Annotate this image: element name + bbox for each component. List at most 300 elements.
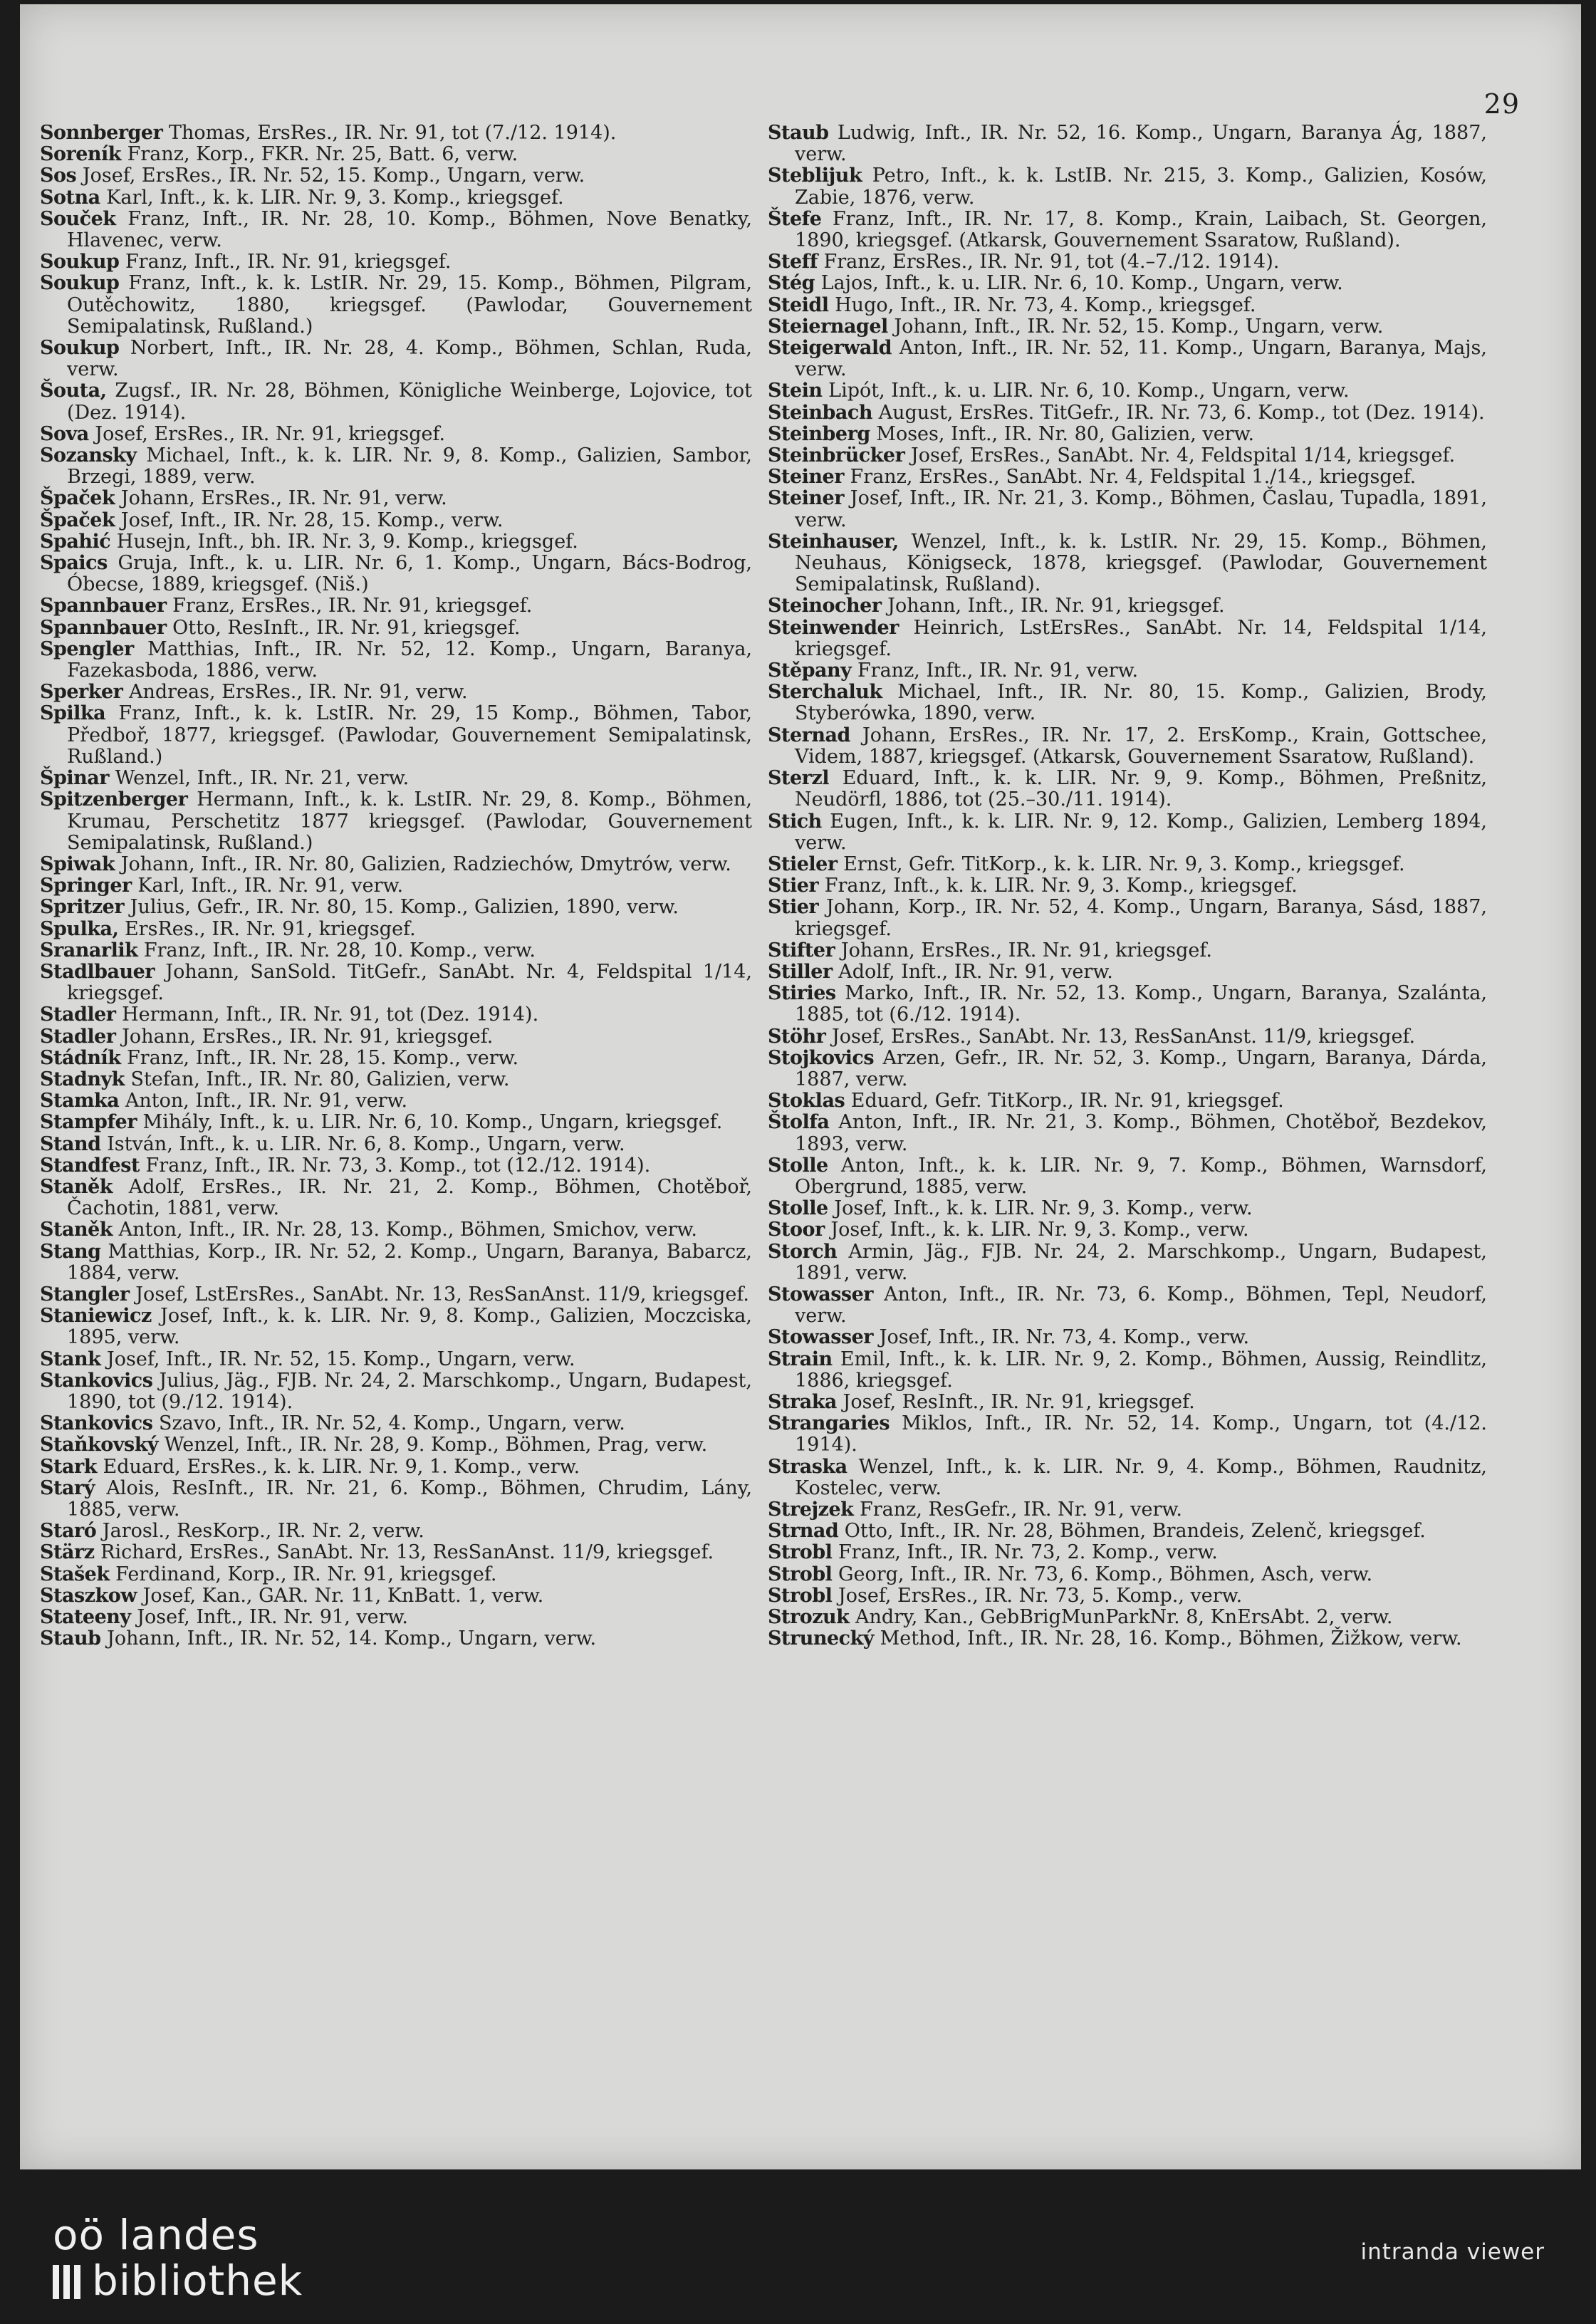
directory-entry	[768, 1284, 1487, 1327]
entry-details: Lajos, Inft., k. u. LIR. Nr. 6, 10. Komp., Ungarn, verw.	[820, 272, 1343, 295]
entry-surname: Steinberg	[768, 422, 870, 445]
directory-entry	[40, 144, 752, 165]
entry-surname: Štefe	[768, 207, 822, 230]
entry-details: Johann, ErsRes., IR. Nr. 91, verw.	[120, 487, 447, 510]
entry-surname: Stowasser	[768, 1326, 874, 1349]
directory-entry	[40, 424, 752, 445]
directory-entry	[768, 1542, 1487, 1563]
directory-entry	[40, 1177, 752, 1219]
directory-entry	[768, 725, 1487, 768]
entry-details: Eduard, ErsRes., k. k. LIR. Nr. 9, 1. Komp., verw.	[103, 1455, 580, 1478]
entry-details: Norbert, Inft., IR. Nr. 28, 4. Komp., Böhmen, Schlan, Ruda, verw.	[67, 337, 752, 381]
directory-entry	[40, 380, 752, 423]
entry-details: Zugsf., IR. Nr. 28, Böhmen, Königliche Weinberge, Lojovice, tot (Dez. 1914).	[67, 380, 752, 424]
directory-entry	[40, 488, 752, 509]
entry-surname: Stěpany	[768, 660, 852, 682]
entry-details: Szavo, Inft., IR. Nr. 52, 4. Komp., Ungarn, verw.	[159, 1412, 625, 1435]
entry-details: Andreas, ErsRes., IR. Nr. 91, verw.	[129, 681, 468, 704]
directory-entry	[768, 1457, 1487, 1499]
directory-entry	[40, 1478, 752, 1521]
entry-details: Josef, ErsRes., SanAbt. Nr. 4, Feldspital 1/14, kriegsgef.	[910, 444, 1456, 467]
directory-entry	[768, 768, 1487, 811]
entry-surname: Stiller	[768, 960, 833, 983]
entry-surname: Spahić	[40, 530, 111, 553]
entry-surname: Steblijuk	[768, 165, 862, 187]
entry-surname: Stankovics	[40, 1369, 153, 1392]
entry-details: Franz, Korp., FKR. Nr. 25, Batt. 6, verw.	[127, 143, 518, 166]
directory-entry	[40, 703, 752, 768]
directory-entry	[40, 1004, 752, 1026]
directory-entry	[768, 273, 1487, 294]
entry-surname: Stöhr	[768, 1025, 826, 1048]
entry-details: Johann, Inft., IR. Nr. 52, 15. Komp., Ungarn, verw.	[894, 315, 1384, 338]
entry-surname: Sterzl	[768, 767, 829, 790]
entry-details: Josef, Inft., k. k. LIR. Nr. 9, 8. Komp., Galizien, Moczciska, 1895, verw.	[67, 1305, 752, 1349]
directory-entry	[40, 273, 752, 338]
entry-details: Josef, ErsRes., IR. Nr. 91, kriegsgef.	[95, 422, 446, 445]
entry-surname: Stich	[768, 810, 822, 833]
entry-surname: Straka	[768, 1390, 837, 1413]
entry-surname: Standfest	[40, 1154, 140, 1177]
directory-entry	[40, 1134, 752, 1155]
directory-entry	[40, 165, 752, 187]
directory-entry	[768, 1198, 1487, 1219]
entry-surname: Stádník	[40, 1046, 121, 1069]
entry-surname: Stein	[768, 380, 823, 402]
directory-entry	[40, 962, 752, 1004]
entry-details: Hermann, Inft., k. k. LstIR. Nr. 29, 8. Komp., Böhmen, Krumau, Perschetitz 1877 kriegsgef. (Pawlodar, Gouvernement Semipalatinsk, Rußland.)	[67, 788, 752, 854]
directory-entry	[40, 338, 752, 380]
directory-entry	[40, 1521, 752, 1542]
entry-details: Anton, Inft., IR. Nr. 91, verw.	[125, 1090, 408, 1113]
entry-details: Anton, Inft., k. k. LIR. Nr. 9, 7. Komp., Böhmen, Warnsdorf, Obergrund, 1885, verw.	[795, 1154, 1487, 1198]
entry-surname: Stifter	[768, 939, 835, 962]
entry-details: Franz, ErsRes., IR. Nr. 91, kriegsgef.	[172, 595, 533, 618]
entry-details: Matthias, Korp., IR. Nr. 52, 2. Komp., Ungarn, Baranya, Babarcz, 1884, verw.	[67, 1240, 752, 1284]
entry-details: Georg, Inft., IR. Nr. 73, 6. Komp., Böhmen, Asch, verw.	[838, 1563, 1373, 1585]
entry-surname: Stadlbauer	[40, 960, 155, 983]
directory-entry	[768, 1392, 1487, 1413]
entry-surname: Stadler	[40, 1025, 116, 1048]
entry-surname: Steinhauser,	[768, 530, 899, 553]
directory-entry	[40, 639, 752, 682]
directory-entry	[40, 595, 752, 617]
entry-details: Heinrich, LstErsRes., SanAbt. Nr. 14, Feldspital 1/14, kriegsgef.	[795, 616, 1487, 660]
entry-surname: Staněk	[40, 1219, 113, 1241]
directory-entry	[40, 768, 752, 789]
entry-surname: Stowasser	[768, 1283, 874, 1306]
entry-details: Method, Inft., IR. Nr. 28, 16. Komp., Böhmen, Žižkow, verw.	[880, 1627, 1462, 1650]
entry-surname: Šouta,	[40, 380, 107, 402]
entry-surname: Staub	[40, 1627, 101, 1650]
directory-entry	[768, 1241, 1487, 1284]
entry-details: Franz, Inft., IR. Nr. 73, 2. Komp., verw.	[838, 1541, 1218, 1564]
directory-entry	[768, 1607, 1487, 1628]
entry-surname: Staub	[768, 122, 829, 144]
scanned-page	[20, 4, 1581, 2169]
directory-entry	[768, 338, 1487, 380]
directory-entry	[40, 1048, 752, 1069]
entry-surname: Stolle	[768, 1197, 828, 1220]
directory-entry	[40, 1219, 752, 1241]
entry-details: Johann, Inft., IR. Nr. 52, 14. Komp., Ungarn, verw.	[107, 1627, 597, 1650]
entry-details: Josef, ResInft., IR. Nr. 91, kriegsgef.	[843, 1390, 1195, 1413]
directory-entry	[40, 251, 752, 273]
directory-entry	[40, 1434, 752, 1456]
entry-details: István, Inft., k. u. LIR. Nr. 6, 8. Komp., Ungarn, verw.	[107, 1132, 625, 1155]
entry-details: Anton, Inft., IR. Nr. 28, 13. Komp., Böhmen, Smichov, verw.	[118, 1219, 698, 1241]
directory-entry	[768, 123, 1487, 165]
entry-surname: Stadler	[40, 1004, 116, 1026]
entry-details: Ferdinand, Korp., IR. Nr. 91, kriegsgef.	[115, 1563, 497, 1585]
entry-surname: Spaics	[40, 552, 108, 575]
directory-entry	[768, 488, 1487, 531]
directory-entry	[768, 1499, 1487, 1521]
entry-surname: Spulka,	[40, 917, 119, 940]
directory-entry	[40, 1542, 752, 1563]
entry-details: Arzen, Gefr., IR. Nr. 52, 3. Komp., Ungarn, Baranya, Dárda, 1887, verw.	[795, 1046, 1487, 1090]
entry-surname: Stärz	[40, 1541, 95, 1564]
directory-entry	[40, 1090, 752, 1112]
entry-details: Franz, Inft., IR. Nr. 91, verw.	[857, 660, 1139, 682]
entry-surname: Stég	[768, 272, 815, 295]
entry-surname: Strejzek	[768, 1499, 854, 1521]
directory-entry	[40, 1628, 752, 1650]
entry-surname: Stadnyk	[40, 1068, 125, 1090]
directory-entry	[40, 854, 752, 875]
entry-surname: Špinar	[40, 767, 109, 790]
entry-surname: Strnad	[768, 1520, 839, 1543]
entry-details: Julius, Jäg., FJB. Nr. 24, 2. Marschkomp., Ungarn, Budapest, 1890, tot (9./12. 1914).	[67, 1369, 752, 1413]
directory-entry	[768, 682, 1487, 724]
entry-surname: Stang	[40, 1240, 101, 1263]
entry-details: Hermann, Inft., IR. Nr. 91, tot (Dez. 1914).	[122, 1004, 539, 1026]
directory-entry	[768, 618, 1487, 660]
entry-details: Josef, LstErsRes., SanAbt. Nr. 13, ResSanAnst. 11/9, kriegsgef.	[135, 1283, 749, 1306]
entry-details: Gruja, Inft., k. u. LIR. Nr. 6, 1. Komp., Ungarn, Bács-Bodrog, Óbecse, 1889, kriegsgef. (Niš.)	[67, 552, 752, 596]
entry-details: Alois, ResInft., IR. Nr. 21, 6. Komp., Böhmen, Chrudim, Lány, 1885, verw.	[67, 1476, 752, 1521]
entry-details: August, ErsRes. TitGefr., IR. Nr. 73, 6. Komp., tot (Dez. 1914).	[878, 401, 1485, 424]
library-logo[interactable]	[53, 2212, 303, 2308]
entry-details: Franz, Inft., IR. Nr. 28, 10. Komp., Böhmen, Nove Benatky, Hlavenec, verw.	[67, 207, 752, 252]
entry-details: Moses, Inft., IR. Nr. 80, Galizien, verw.	[876, 422, 1255, 445]
entry-details: Franz, Inft., IR. Nr. 91, kriegsgef.	[125, 251, 452, 273]
entry-surname: Springer	[40, 875, 132, 897]
entry-surname: Stojkovics	[768, 1046, 875, 1069]
entry-surname: Staniewicz	[40, 1305, 152, 1328]
entry-surname: Straska	[768, 1455, 847, 1478]
entry-surname: Strobl	[768, 1541, 833, 1564]
directory-entry	[768, 531, 1487, 596]
entry-details: Karl, Inft., IR. Nr. 91, verw.	[137, 875, 404, 897]
logo-text-line2-wrap	[53, 2258, 303, 2308]
directory-entry	[40, 1607, 752, 1628]
directory-entry	[768, 875, 1487, 897]
entry-details: Otto, Inft., IR. Nr. 28, Böhmen, Brandeis, Zelenč, kriegsgef.	[844, 1520, 1426, 1543]
entry-surname: Stankovics	[40, 1412, 153, 1435]
entry-details: Josef, Inft., k. k. LIR. Nr. 9, 3. Komp., verw.	[834, 1197, 1253, 1220]
entry-surname: Soukup	[40, 272, 120, 295]
viewer-brand-label[interactable]: intranda viewer	[1360, 2239, 1545, 2265]
directory-entry	[768, 209, 1487, 251]
entry-surname: Sonnberger	[40, 122, 163, 144]
entry-details: Adolf, ErsRes., IR. Nr. 21, 2. Komp., Böhmen, Chotěboř, Čachotin, 1881, verw.	[67, 1175, 752, 1220]
entry-details: Ernst, Gefr. TitKorp., k. k. LIR. Nr. 9, 3. Komp., kriegsgef.	[843, 853, 1405, 875]
directory-entry	[768, 316, 1487, 338]
directory-entry	[40, 789, 752, 854]
entry-surname: Stoor	[768, 1219, 825, 1241]
entry-surname: Starý	[40, 1476, 95, 1499]
entry-surname: Stier	[768, 875, 819, 897]
entry-details: Matthias, Inft., IR. Nr. 52, 12. Komp., Ungarn, Baranya, Fazekasboda, 1886, verw.	[67, 637, 752, 682]
entry-surname: Spiwak	[40, 853, 115, 875]
entry-details: Franz, Inft., k. k. LIR. Nr. 9, 3. Komp., kriegsgef.	[824, 875, 1298, 897]
entry-surname: Steidl	[768, 293, 829, 316]
entry-details: Franz, ResGefr., IR. Nr. 91, verw.	[859, 1499, 1182, 1521]
directory-entry	[768, 1090, 1487, 1112]
directory-entry	[768, 1219, 1487, 1241]
directory-entry	[768, 1112, 1487, 1155]
directory-entry	[768, 1585, 1487, 1607]
directory-entry	[40, 1112, 752, 1133]
entry-surname: Stark	[40, 1455, 97, 1478]
directory-entry	[40, 940, 752, 962]
page-number: 29	[1483, 88, 1520, 120]
directory-entry	[40, 1564, 752, 1585]
entry-surname: Stoklas	[768, 1090, 845, 1113]
entry-details: Johann, Korp., IR. Nr. 52, 4. Komp., Ungarn, Baranya, Sásd, 1887, kriegsgef.	[795, 896, 1487, 940]
entry-details: Wenzel, Inft., IR. Nr. 21, verw.	[115, 767, 410, 790]
entry-surname: Sranarlik	[40, 939, 138, 962]
entry-details: Adolf, Inft., IR. Nr. 91, verw.	[838, 960, 1113, 983]
entry-surname: Špaček	[40, 509, 115, 531]
entry-details: Josef, Kan., GAR. Nr. 11, KnBatt. 1, verw.	[142, 1584, 544, 1607]
entry-surname: Spritzer	[40, 896, 125, 919]
directory-entry	[768, 1048, 1487, 1090]
entry-surname: Storch	[768, 1240, 838, 1263]
entry-details: Andry, Kan., GebBrigMunParkNr. 8, KnErsAbt. 2, verw.	[855, 1606, 1393, 1629]
directory-entry	[768, 1413, 1487, 1456]
entry-details: Stefan, Inft., IR. Nr. 80, Galizien, verw.	[130, 1068, 510, 1090]
directory-entry	[40, 618, 752, 639]
entry-details: Armin, Jäg., FJB. Nr. 24, 2. Marschkomp., Ungarn, Budapest, 1891, verw.	[795, 1240, 1487, 1284]
entry-surname: Sternad	[768, 724, 850, 746]
entry-surname: Strunecký	[768, 1627, 874, 1650]
entry-details: Josef, Inft., IR. Nr. 21, 3. Komp., Böhmen, Časlau, Tupadla, 1891, verw.	[795, 487, 1487, 531]
entry-details: Jarosl., ResKorp., IR. Nr. 2, verw.	[102, 1520, 424, 1543]
directory-entry	[40, 123, 752, 144]
entry-details: Franz, ErsRes., IR. Nr. 91, tot (4.–7./12. 1914).	[823, 251, 1280, 273]
entry-details: Michael, Inft., k. k. LIR. Nr. 9, 8. Komp., Galizien, Sambor, Brzegi, 1889, verw.	[67, 444, 752, 489]
directory-entry	[768, 1349, 1487, 1392]
entry-details: Franz, Inft., k. k. LstIR. Nr. 29, 15. Komp., Böhmen, Pilgram, Outěchowitz, 1880, kriegsgef. (Pawlodar, Gouvernement Semipalatinsk, Rußland.)	[67, 272, 752, 338]
directory-entry	[768, 983, 1487, 1026]
entry-surname: Stand	[40, 1132, 101, 1155]
entry-surname: Stašek	[40, 1563, 110, 1585]
entry-details: Franz, Inft., IR. Nr. 73, 3. Komp., tot (12./12. 1914).	[145, 1154, 651, 1177]
entry-surname: Stier	[768, 896, 819, 919]
directory-entry	[768, 424, 1487, 445]
right-column	[768, 123, 1487, 1650]
entry-details: Josef, Inft., IR. Nr. 73, 4. Komp., verw.	[879, 1326, 1250, 1349]
directory-entry	[768, 402, 1487, 424]
entry-details: Otto, ResInft., IR. Nr. 91, kriegsgef.	[172, 616, 521, 639]
entry-surname: Steinocher	[768, 595, 882, 618]
entry-details: Josef, Inft., IR. Nr. 91, verw.	[137, 1606, 409, 1629]
directory-entry	[40, 531, 752, 553]
entry-surname: Sos	[40, 165, 77, 187]
entry-details: Johann, ErsRes., IR. Nr. 91, kriegsgef.	[840, 939, 1213, 962]
entry-surname: Stolle	[768, 1154, 828, 1177]
directory-entry	[768, 1628, 1487, 1650]
entry-surname: Špaček	[40, 487, 115, 510]
directory-entry	[768, 1521, 1487, 1542]
entry-details: Josef, ErsRes., IR. Nr. 52, 15. Komp., Ungarn, verw.	[82, 165, 585, 187]
entry-details: Johann, SanSold. TitGefr., SanAbt. Nr. 4, Feldspital 1/14, kriegsgef.	[67, 960, 752, 1005]
entry-surname: Steinbach	[768, 401, 872, 424]
directory-entry	[768, 251, 1487, 273]
entry-details: Franz, Inft., IR. Nr. 17, 8. Komp., Krain, Laibach, St. Georgen, 1890, kriegsgef. (Atkarsk, Gouvernement Ssaratow, Rußland).	[795, 207, 1487, 252]
entry-details: Franz, Inft., IR. Nr. 28, 10. Komp., verw.	[143, 939, 536, 962]
entry-surname: Stamka	[40, 1090, 120, 1113]
logo-bars-icon	[53, 2262, 85, 2308]
directory-entry	[40, 1457, 752, 1478]
directory-entry	[40, 1284, 752, 1306]
entry-details: Miklos, Inft., IR. Nr. 52, 14. Komp., Ungarn, tot (4./12. 1914).	[795, 1412, 1487, 1457]
entry-surname: Soreník	[40, 143, 122, 166]
directory-entry	[768, 940, 1487, 962]
entry-details: Karl, Inft., k. k. LIR. Nr. 9, 3. Komp., kriegsgef.	[106, 186, 564, 209]
entry-details: Josef, ErsRes., IR. Nr. 73, 5. Komp., verw.	[838, 1584, 1243, 1607]
entry-surname: Staszkow	[40, 1584, 137, 1607]
entry-surname: Steigerwald	[768, 337, 892, 360]
logo-text-line2: bibliothek	[92, 2256, 303, 2305]
entry-surname: Spannbauer	[40, 595, 167, 618]
viewer-footer	[0, 2169, 1596, 2324]
directory-entry	[40, 1585, 752, 1607]
entry-details: Julius, Gefr., IR. Nr. 80, 15. Komp., Galizien, 1890, verw.	[130, 896, 679, 919]
entry-details: Husejn, Inft., bh. IR. Nr. 3, 9. Komp., kriegsgef.	[116, 530, 578, 553]
directory-entry	[40, 209, 752, 251]
directory-entry	[40, 187, 752, 209]
entry-details: Michael, Inft., IR. Nr. 80, 15. Komp., Galizien, Brody, Styberówka, 1890, verw.	[795, 681, 1487, 725]
entry-details: Franz, ErsRes., SanAbt. Nr. 4, Feldspital 1./14., kriegsgef.	[850, 466, 1417, 489]
entry-surname: Stieler	[768, 853, 838, 875]
directory-entry	[40, 1306, 752, 1348]
entry-details: Thomas, ErsRes., IR. Nr. 91, tot (7./12. 1914).	[168, 122, 617, 144]
entry-surname: Staněk	[40, 1175, 113, 1198]
entry-details: Eduard, Inft., k. k. LIR. Nr. 9, 9. Komp., Böhmen, Preßnitz, Neudörfl, 1886, tot (25.–30./11. 1914).	[795, 767, 1488, 811]
directory-entry	[40, 1026, 752, 1048]
entry-details: Johann, ErsRes., IR. Nr. 17, 2. ErsKomp., Krain, Gottschee, Videm, 1887, kriegsgef. (Atkarsk, Gouvernement Ssaratow, Rußland).	[795, 724, 1487, 768]
directory-entry	[768, 595, 1487, 617]
directory-entry	[40, 553, 752, 595]
left-column	[40, 123, 752, 1650]
entry-details: Lipót, Inft., k. u. LIR. Nr. 6, 10. Komp., Ungarn, verw.	[828, 380, 1350, 402]
entry-surname: Strozuk	[768, 1606, 850, 1629]
entry-details: Hugo, Inft., IR. Nr. 73, 4. Komp., kriegsgef.	[835, 293, 1256, 316]
entry-surname: Strangaries	[768, 1412, 890, 1435]
entry-surname: Souček	[40, 207, 116, 230]
entry-surname: Steiernagel	[768, 315, 888, 338]
entry-surname: Sotna	[40, 186, 100, 209]
entry-details: ErsRes., IR. Nr. 91, kriegsgef.	[124, 917, 416, 940]
entry-surname: Staňkovský	[40, 1434, 159, 1457]
entry-surname: Stampfer	[40, 1111, 137, 1134]
entry-details: Johann, ErsRes., IR. Nr. 91, kriegsgef.	[122, 1025, 494, 1048]
entry-details: Anton, Inft., IR. Nr. 21, 3. Komp., Böhmen, Chotěboř, Bezdekov, 1893, verw.	[795, 1111, 1487, 1155]
entry-surname: Spilka	[40, 702, 106, 725]
entry-surname: Strain	[768, 1348, 833, 1370]
entry-surname: Spannbauer	[40, 616, 167, 639]
entry-details: Josef, Inft., IR. Nr. 52, 15. Komp., Ungarn, verw.	[106, 1348, 575, 1370]
entry-details: Ludwig, Inft., IR. Nr. 52, 16. Komp., Ungarn, Baranya Ág, 1887, verw.	[795, 122, 1487, 166]
directory-entry	[40, 1155, 752, 1177]
directory-entry	[768, 897, 1487, 939]
directory-entry	[40, 1370, 752, 1413]
directory-entry	[40, 1069, 752, 1090]
entry-details: Josef, ErsRes., SanAbt. Nr. 13, ResSanAnst. 11/9, kriegsgef.	[831, 1025, 1416, 1048]
entry-details: Mihály, Inft., k. u. LIR. Nr. 6, 10. Komp., Ungarn, kriegsgef.	[142, 1111, 723, 1134]
directory-entry	[40, 1349, 752, 1370]
entry-details: Josef, Inft., IR. Nr. 28, 15. Komp., verw.	[120, 509, 504, 531]
directory-entry	[40, 682, 752, 703]
directory-entry	[768, 854, 1487, 875]
entry-surname: Steiner	[768, 487, 844, 510]
entry-details: Franz, Inft., k. k. LstIR. Nr. 29, 15 Komp., Böhmen, Tabor, Předboř, 1877, kriegsgef. (Pawlodar, Gouvernement Semipalatinsk, Rußland.)	[67, 702, 752, 768]
entry-details: Franz, Inft., IR. Nr. 28, 15. Komp., verw.	[127, 1046, 519, 1069]
entry-surname: Steinbrücker	[768, 444, 905, 467]
entry-surname: Sova	[40, 422, 89, 445]
directory-entry	[40, 445, 752, 488]
directory-entry	[768, 295, 1487, 316]
entry-surname: Steiner	[768, 466, 844, 489]
directory-entry	[40, 875, 752, 897]
entry-surname: Soukup	[40, 337, 120, 360]
directory-entry	[768, 660, 1487, 682]
entry-details: Wenzel, Inft., k. k. LIR. Nr. 9, 4. Komp., Böhmen, Raudnitz, Kostelec, verw.	[795, 1455, 1487, 1499]
directory-entry	[768, 1564, 1487, 1585]
logo-text-line1: oö landes	[53, 2211, 259, 2259]
entry-details: Emil, Inft., k. k. LIR. Nr. 9, 2. Komp., Böhmen, Aussig, Reindlitz, 1886, kriegsgef.	[795, 1348, 1487, 1392]
entry-details: Johann, Inft., IR. Nr. 91, kriegsgef.	[887, 595, 1225, 618]
entry-details: Johann, Inft., IR. Nr. 80, Galizien, Radziechów, Dmytrów, verw.	[120, 853, 731, 875]
entry-surname: Sperker	[40, 681, 123, 704]
directory-entry	[40, 510, 752, 531]
entry-surname: Stateeny	[40, 1606, 131, 1629]
directory-entry	[40, 897, 752, 918]
directory-entry	[768, 1026, 1487, 1048]
directory-entry	[768, 811, 1487, 854]
entry-details: Richard, ErsRes., SanAbt. Nr. 13, ResSanAnst. 11/9, kriegsgef.	[100, 1541, 714, 1564]
entry-surname: Stangler	[40, 1283, 130, 1306]
directory-entry	[768, 445, 1487, 467]
entry-details: Eugen, Inft., k. k. LIR. Nr. 9, 12. Komp., Galizien, Lemberg 1894, verw.	[795, 810, 1487, 854]
entry-surname: Štolfa	[768, 1111, 830, 1134]
directory-entry	[768, 1327, 1487, 1348]
entry-details: Anton, Inft., IR. Nr. 73, 6. Komp., Böhmen, Tepl, Neudorf, verw.	[795, 1283, 1487, 1328]
entry-details: Anton, Inft., IR. Nr. 52, 11. Komp., Ungarn, Baranya, Majs, verw.	[795, 337, 1487, 381]
entry-details: Petro, Inft., k. k. LstIB. Nr. 215, 3. Komp., Galizien, Kosów, Zabie, 1876, verw.	[795, 165, 1487, 209]
entry-surname: Sozansky	[40, 444, 137, 467]
entry-surname: Soukup	[40, 251, 120, 273]
entry-surname: Stiries	[768, 982, 836, 1005]
entry-surname: Staró	[40, 1520, 97, 1543]
entry-surname: Sterchaluk	[768, 681, 882, 704]
entry-surname: Spengler	[40, 637, 134, 660]
entry-surname: Spitzenberger	[40, 788, 188, 811]
entry-surname: Steff	[768, 251, 818, 273]
